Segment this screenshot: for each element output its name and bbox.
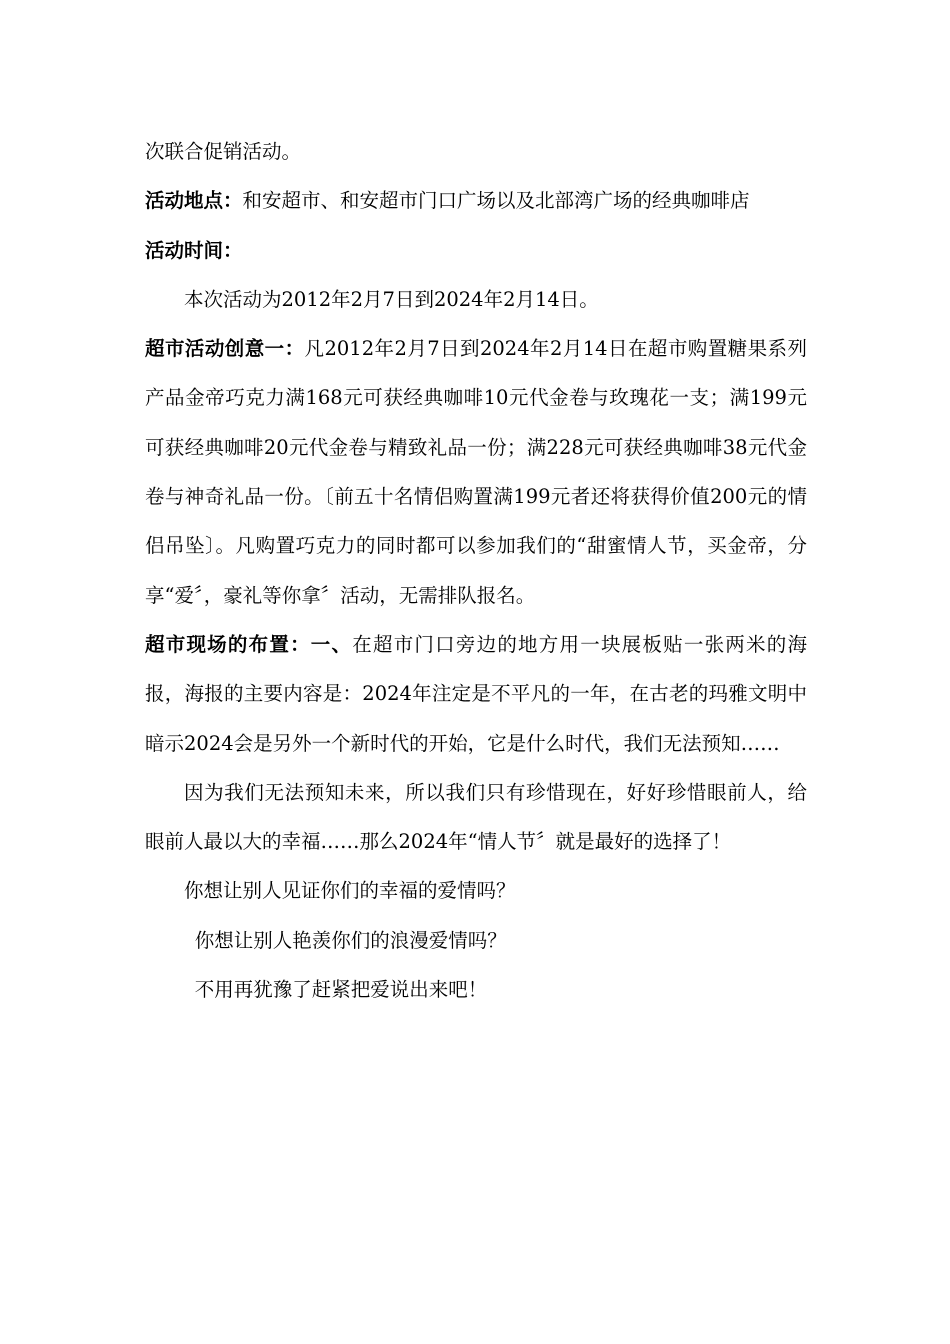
- paragraph-future: 因为我们无法预知未来，所以我们只有珍惜现在，好好珍惜眼前人，给眼前人最以大的幸福……那么2024年“情人节〞就是最好的选择了！: [145, 780, 807, 854]
- document-body: [145, 127, 807, 1014]
- paragraph-time-label: [145, 226, 807, 275]
- paragraph-question-one: 你想让别人见证你们的幸福的爱情吗？: [184, 879, 516, 903]
- paragraph-time: 本次活动为2012年2月7日到2024年2月14日。: [184, 287, 599, 311]
- paragraph-call-to-action: 不用再犹豫了赶紧把爱说出来吧！: [194, 978, 488, 1002]
- text-idea-one: 凡2012年2月7日到2024年2月14日在超市购置糖果系列产品金帝巧克力满168元可获经典咖啡10元代金卷与玫瑰花一支；满199元可获经典咖啡20元代金卷与精致礼品一份；满228元可获经典咖啡38元代金卷与神奇礼品一份。〔前五十名情侣购置满199元者还将获得价值200元的情侣吊坠〕。凡购置巧克力的同时都可以参加我们的“甜蜜情人节，买金帝，分享“爱〞，豪礼等你拿〞活动，无需排队报名。: [145, 337, 807, 607]
- label-idea-one: 超市活动创意一：: [145, 337, 305, 361]
- label-time: 活动时间：: [145, 238, 243, 262]
- paragraph-idea-one: [145, 324, 807, 620]
- paragraph-location: [145, 176, 807, 225]
- text-layout: 在超市门口旁边的地方用一块展板贴一张两米的海报，海报的主要内容是：2024年注定是不平凡的一年，在古老的玛雅文明中暗示2024会是另外一个新时代的开始，它是什么时代，我们无法预知……: [145, 632, 807, 755]
- label-layout: 超市现场的布置：一、: [145, 632, 353, 656]
- text-location: 和安超市、和安超市门口广场以及北部湾广场的经典咖啡店: [242, 189, 750, 213]
- paragraph-question-two: 你想让别人艳羡你们的浪漫爱情吗？: [194, 928, 507, 952]
- paragraph-layout: [145, 620, 807, 768]
- label-location: 活动地点：: [145, 189, 243, 213]
- paragraph-intro-end: 次联合促销活动。: [145, 140, 302, 163]
